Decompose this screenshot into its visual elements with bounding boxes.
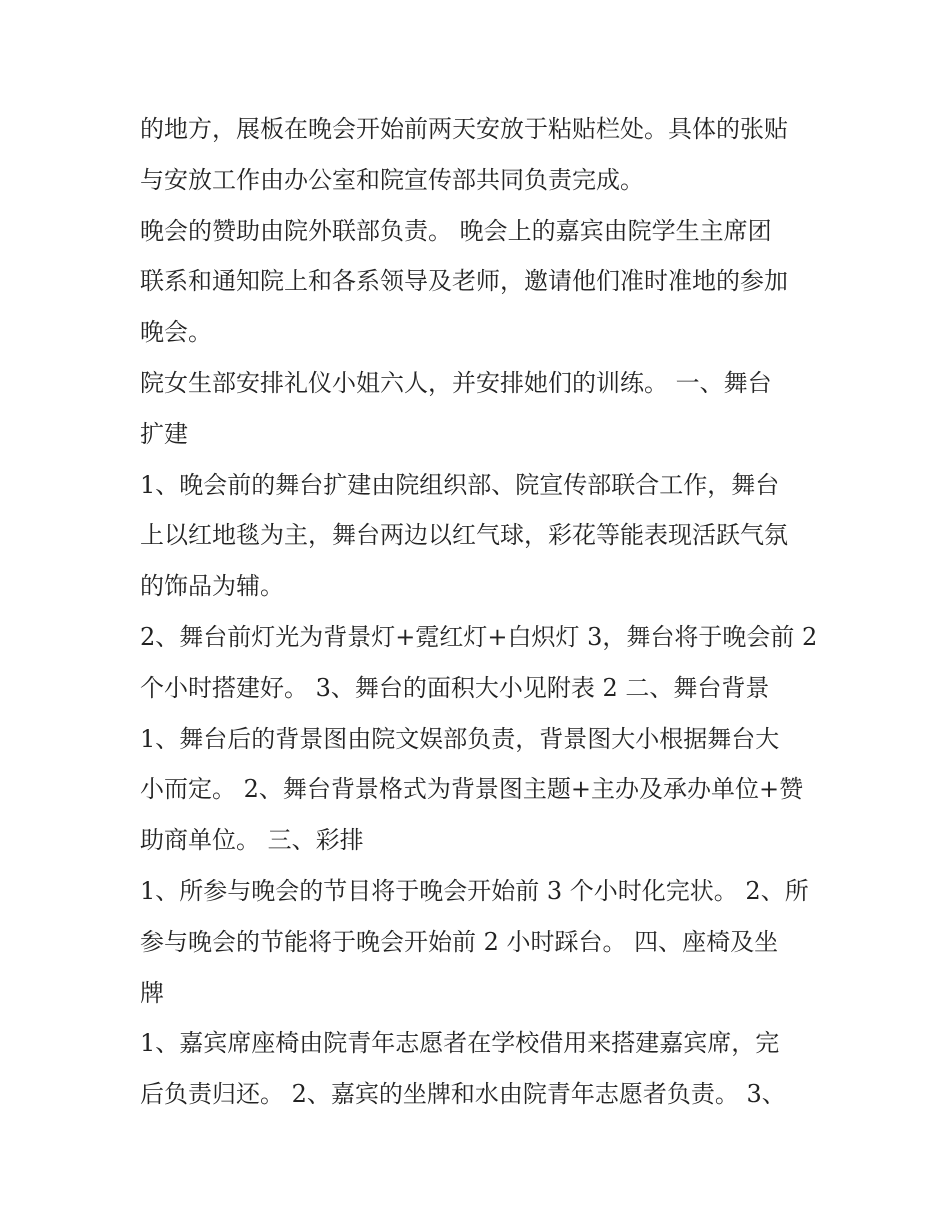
text-line: 2、舞台前灯光为背景灯+霓红灯+白炽灯 3，舞台将于晚会前 2 xyxy=(140,622,818,651)
text-line: 的地方，展板在晚会开始前两天安放于粘贴栏处。具体的张贴 xyxy=(140,115,788,143)
text-line: 参与晚会的节能将于晚会开始前 2 小时踩台。 四、座椅及坐 xyxy=(140,927,779,956)
text-line: 个小时搭建好。 3、舞台的面积大小见附表 2 二、舞台背景 xyxy=(140,673,770,702)
text-line: 扩建 xyxy=(140,419,188,448)
text-line: 小而定。 2、舞台背景格式为背景图主题+主办及承办单位+赞 xyxy=(140,775,804,804)
text-line: 牌 xyxy=(140,978,164,1007)
text-line: 1、舞台后的背景图由院文娱部负责，背景图大小根据舞台大 xyxy=(140,724,780,753)
text-line: 助商单位。 三、彩排 xyxy=(140,826,364,855)
text-line: 1、所参与晚会的节目将于晚会开始前 3 个小时化完状。 2、所 xyxy=(140,876,809,905)
text-line: 与安放工作由办公室和院宣传部共同负责完成。 xyxy=(140,165,644,194)
text-line: 上以红地毯为主，舞台两边以红气球，彩花等能表现活跃气氛 xyxy=(140,521,788,550)
text-line: 1、嘉宾席座椅由院青年志愿者在学校借用来搭建嘉宾席，完 xyxy=(140,1029,780,1058)
text-line: 后负责归还。 2、嘉宾的坐牌和水由院青年志愿者负责。 3、 xyxy=(140,1080,786,1109)
text-line: 联系和通知院上和各系领导及老师，邀请他们准时准地的参加 xyxy=(140,267,788,296)
text-line: 院女生部安排礼仪小姐六人，并安排她们的训练。 一、舞台 xyxy=(140,368,772,397)
text-line: 的饰品为辅。 xyxy=(140,572,284,601)
text-line: 晚会。 xyxy=(140,318,212,347)
document-body xyxy=(140,104,820,1120)
text-line: 晚会的赞助由院外联部负责。 晚会上的嘉宾由院学生主席团 xyxy=(140,216,772,245)
text-line: 1、晚会前的舞台扩建由院组织部、院宣传部联合工作，舞台 xyxy=(140,470,780,499)
